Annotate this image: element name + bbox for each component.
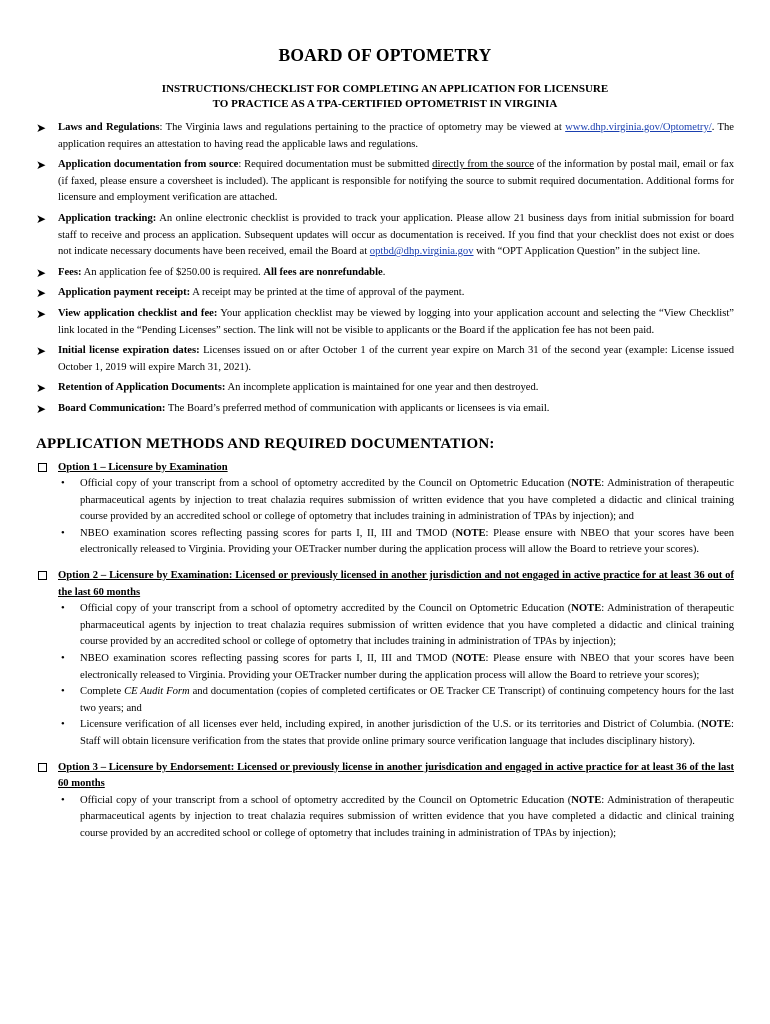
- arrow-bullet-icon: ➤: [36, 286, 47, 301]
- instruction-laws: ➤ Laws and Regulations: The Virginia laws and regulations pertaining to the practice of optometry may be viewed at www.dhp.virginia.gov/Optometry/. The application requires an attestation to having read the applicable laws and regulations.: [36, 121, 734, 150]
- requirement-nbeo: • NBEO examination scores reflecting passing scores for parts I, II, III and TMOD (NOTE: Please ensure with NBEO that your scores have been electronically released to Virginia. Providing your OETracker number during the application process will allow the Board to retrieve your scores).: [61, 527, 734, 556]
- instruction-label: Application documentation from source: [58, 159, 239, 171]
- optometry-website-link[interactable]: www.dhp.virginia.gov/Optometry/: [565, 122, 712, 133]
- instruction-label: Laws and Regulations: [58, 122, 160, 133]
- board-email-link[interactable]: optbd@dhp.virginia.gov: [369, 246, 474, 258]
- option-1: [36, 460, 734, 560]
- checkbox-icon[interactable]: [38, 571, 47, 580]
- option-title: Option 1 – Licensure by Examination: [58, 461, 228, 473]
- option-title: Option 2 – Licensure by Examination: Licensed or previously licensed in another jurisdiction and not engaged in active practice for at least 36 out of the last 60 months: [58, 570, 734, 598]
- option-3: [36, 760, 734, 843]
- instruction-fees: ➤ Fees: An application fee of $250.00 is required. All fees are nonrefundable.: [36, 265, 386, 280]
- page-title: BOARD OF OPTOMETRY: [278, 45, 492, 65]
- instruction-label: Application tracking:: [58, 212, 157, 224]
- requirement-license-verification: • Licensure verification of all licenses ever held, including expired, in another jurisdiction of the U.S. or its territories and District of Columbia. (NOTE: Staff will obtain licensure verification from the states that provide online primary source verification language that includes disciplinary history).: [61, 719, 734, 747]
- checkbox-icon[interactable]: [38, 463, 47, 472]
- instruction-receipt: ➤ Application payment receipt: A receipt may be printed at the time of approval of the payment.: [36, 286, 465, 301]
- instruction-documentation: ➤ Application documentation from source: Required documentation must be submitted directly from the source of the information by postal mail, email or fax (if faxed, please ensure a coversheet is included). The applicant is responsible for notifying the source to submit required documentation. Additional forms for licensure and employment verification are attached.: [36, 158, 734, 204]
- methods-heading: APPLICATION METHODS AND REQUIRED DOCUMENTATION:: [36, 435, 495, 452]
- requirement-transcript: • Official copy of your transcript from a school of optometry accredited by the Council on Optometric Education (NOTE: Administration of therapeutic pharmaceutical agents by injection to treat chalazia requires submission of written evidence that you have completed a didactic and clinical training course provided by an accredited school or college of optometry that includes training in administration of TPAs by injection);: [61, 794, 734, 839]
- instruction-label: Application payment receipt:: [58, 287, 191, 299]
- bullet-icon: •: [61, 686, 65, 698]
- arrow-bullet-icon: ➤: [36, 265, 47, 280]
- arrow-bullet-icon: ➤: [36, 211, 47, 226]
- requirement-ce-audit: • Complete CE Audit Form and documentation (copies of completed certificates or OE Tracker CE Transcript) of continuing competency hours for the last two years; and: [61, 686, 735, 714]
- requirement-transcript: • Official copy of your transcript from a school of optometry accredited by the Council on Optometric Education (NOTE: Administration of therapeutic pharmaceutical agents by injection to treat chalazia requires submission of written evidence that you have completed a didactic and clinical training course provided by an accredited school or college of optometry that includes training in administration of TPAs by injection);: [61, 603, 734, 648]
- bullet-icon: •: [61, 527, 65, 539]
- option-requirements: [58, 476, 734, 559]
- bullet-icon: •: [61, 794, 65, 806]
- instruction-label: Board Communication:: [58, 402, 166, 414]
- option-title: Option 3 – Licensure by Endorsement: Licensed or previously license in another jurisdication and engaged in active practice for at least 36 of the last 60 months: [58, 761, 734, 790]
- subtitle-line-2: TO PRACTICE AS A TPA-CERTIFIED OPTOMETRIST IN VIRGINIA: [212, 98, 558, 110]
- instruction-checklist: ➤ View application checklist and fee: Your application checklist may be viewed by logging into your application account and selecting the “View Checklist” link located in the “Pending Licenses” section. The link will not be visible to applicants or the Board if the application fee has not been paid.: [36, 306, 734, 336]
- option-requirements: [58, 793, 734, 843]
- page-subtitle: [36, 82, 734, 112]
- instruction-expiration: ➤ Initial license expiration dates: Licenses issued on or after October 1 of the current year expire on March 31 of the second year (example: License issued October 1, 2019 will expire March 31, 2021).: [36, 344, 734, 373]
- arrow-bullet-icon: ➤: [36, 121, 47, 135]
- arrow-bullet-icon: ➤: [36, 306, 47, 321]
- instruction-label: View application checklist and fee:: [58, 307, 218, 319]
- instruction-label: Initial license expiration dates:: [58, 345, 200, 357]
- arrow-bullet-icon: ➤: [36, 158, 47, 173]
- bullet-icon: •: [61, 719, 65, 731]
- instructions-list: [36, 120, 734, 418]
- bullet-icon: •: [61, 603, 65, 615]
- subtitle-line-1: INSTRUCTIONS/CHECKLIST FOR COMPLETING AN APPLICATION FOR LICENSURE: [161, 83, 609, 95]
- instruction-label: Fees:: [58, 266, 82, 278]
- bullet-icon: •: [61, 478, 65, 490]
- checkbox-icon[interactable]: [38, 763, 47, 772]
- instruction-communication: ➤ Board Communication: The Board’s preferred method of communication with applicants or licensees is via email.: [36, 401, 550, 416]
- instruction-tracking: ➤ Application tracking: An online electronic checklist is provided to track your application. Please allow 21 business days from initial submission for board staff to receive and process an application. Subsequent updates will occur as documentation is received. If you find that your checklist does not exist or does not indicate necessary documents have been received, email the Board at optbd@dhp.virginia.gov with “OPT Application Question” in the subject line.: [36, 211, 734, 258]
- arrow-bullet-icon: ➤: [36, 381, 47, 396]
- instruction-retention: ➤ Retention of Application Documents: An incomplete application is maintained for one year and then destroyed.: [36, 381, 539, 396]
- option-2: [36, 568, 734, 751]
- requirement-nbeo: • NBEO examination scores reflecting passing scores for parts I, II, III and TMOD (NOTE: Please ensure with NBEO that your scores have been electronically released to Virginia. Providing your OETracker number during the application process will allow the Board to retrieve your scores);: [61, 653, 734, 681]
- arrow-bullet-icon: ➤: [36, 344, 47, 359]
- bullet-icon: •: [61, 653, 65, 665]
- requirement-transcript: • Official copy of your transcript from a school of optometry accredited by the Council on Optometric Education (NOTE: Administration of therapeutic pharmaceutical agents by injection to treat chalazia requires submission of written evidence that you have completed a didactic and clinical training course provided by an accredited school or college of optometry that includes training in administration of TPAs by injection); and: [61, 478, 734, 523]
- arrow-bullet-icon: ➤: [36, 401, 47, 416]
- option-requirements: [58, 601, 734, 750]
- instruction-label: Retention of Application Documents:: [58, 382, 226, 394]
